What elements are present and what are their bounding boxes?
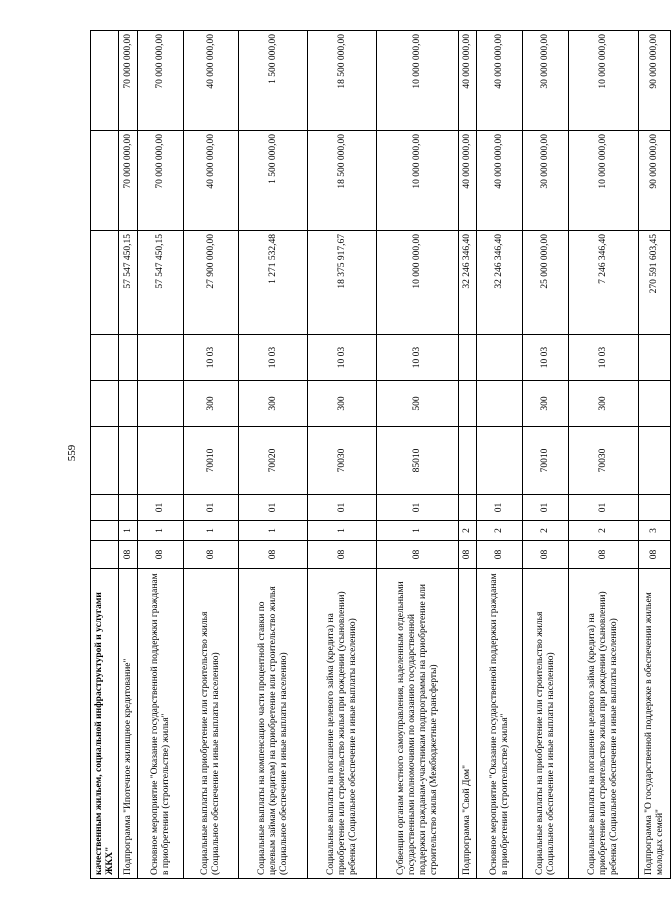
direction-code: [138, 427, 184, 495]
expense-type: [119, 381, 138, 427]
amount-year-1: 57 547 450,15: [138, 231, 184, 335]
event-code: 01: [569, 495, 639, 521]
row-name: Основное мероприятие "Оказание государственной поддержки гражданам в приобретении (строительстве) жилья": [477, 569, 523, 879]
amount-year-3: 10 000 000,00: [569, 31, 639, 131]
subprogram-code: 3: [639, 521, 671, 541]
expense-type: [639, 381, 671, 427]
row-name: Основное мероприятие "Оказание государственной поддержки гражданам в приобретении (строительстве) жилья": [138, 569, 184, 879]
subprogram-code: 1: [184, 521, 239, 541]
event-code: [91, 495, 119, 521]
section-code: [477, 335, 523, 381]
amount-year-3: 30 000 000,00: [523, 31, 569, 131]
amount-year-3: 70 000 000,00: [138, 31, 184, 131]
amount-year-1: 57 547 450,15: [119, 231, 138, 335]
amount-year-2: 70 000 000,00: [119, 131, 138, 231]
table-row: [569, 31, 639, 879]
row-name: Подпрограмма "Ипотечное жилищное кредитование": [119, 569, 138, 879]
amount-year-3: 90 000 000,00: [639, 31, 671, 131]
event-code: 01: [308, 495, 377, 521]
subprogram-code: 2: [459, 521, 477, 541]
table-row: [377, 31, 459, 879]
amount-year-1: 32 246 346,40: [477, 231, 523, 335]
row-name: Подпрограмма "Свой Дом": [459, 569, 477, 879]
event-code: 01: [138, 495, 184, 521]
row-name: Субвенции органам местного самоуправления, наделенным отдельными государственными полномочиями по оказанию государственной поддержки гражданам-участникам подпрограммы на приобретение или строительство жилья (Межбюджетные трансферты): [377, 569, 459, 879]
section-code: 10 03: [184, 335, 239, 381]
event-code: 01: [523, 495, 569, 521]
budget-table: [90, 30, 671, 879]
section-code: [459, 335, 477, 381]
expense-type: 300: [239, 381, 308, 427]
amount-year-1: 18 375 917,67: [308, 231, 377, 335]
table-row: [477, 31, 523, 879]
program-code: 08: [639, 541, 671, 569]
section-code: [91, 335, 119, 381]
program-code: 08: [138, 541, 184, 569]
amount-year-2: 10 000 000,00: [377, 131, 459, 231]
rotated-table-wrapper: [90, 31, 665, 879]
direction-code: [119, 427, 138, 495]
section-code: 10 03: [377, 335, 459, 381]
expense-type: [91, 381, 119, 427]
section-code: 10 03: [308, 335, 377, 381]
amount-year-1: 1 271 532,48: [239, 231, 308, 335]
table-row: [239, 31, 308, 879]
program-code: 08: [477, 541, 523, 569]
amount-year-1: 7 246 346,40: [569, 231, 639, 335]
direction-code: [91, 427, 119, 495]
amount-year-1: 27 900 000,00: [184, 231, 239, 335]
row-name: качественным жильем, социальной инфраструктурой и услугами ЖКХ": [91, 569, 119, 879]
row-name: Социальные выплаты на приобретение или строительство жилья (Социальное обеспечение и иные выплаты населению): [184, 569, 239, 879]
row-name: Социальные выплаты на приобретение или строительство жилья (Социальное обеспечение и иные выплаты населению): [523, 569, 569, 879]
direction-code: [459, 427, 477, 495]
subprogram-code: 1: [138, 521, 184, 541]
amount-year-3: 40 000 000,00: [477, 31, 523, 131]
amount-year-3: [91, 31, 119, 131]
table-row: [459, 31, 477, 879]
row-name: Социальные выплаты на погашение целевого займа (кредита) на приобретение или строительство жилья при рождении (усыновлении) ребенка (Социальное обеспечение и иные выплаты населению): [308, 569, 377, 879]
program-code: 08: [308, 541, 377, 569]
event-code: 01: [184, 495, 239, 521]
amount-year-1: 270 591 603,45: [639, 231, 671, 335]
program-code: 08: [569, 541, 639, 569]
amount-year-2: 10 000 000,00: [569, 131, 639, 231]
subprogram-code: 1: [308, 521, 377, 541]
subprogram-code: 2: [523, 521, 569, 541]
program-code: 08: [119, 541, 138, 569]
amount-year-2: 40 000 000,00: [184, 131, 239, 231]
table-row: [184, 31, 239, 879]
program-code: 08: [377, 541, 459, 569]
direction-code: [477, 427, 523, 495]
amount-year-2: 40 000 000,00: [459, 131, 477, 231]
event-code: [119, 495, 138, 521]
amount-year-3: 40 000 000,00: [459, 31, 477, 131]
subprogram-code: [91, 521, 119, 541]
program-code: 08: [523, 541, 569, 569]
program-code: 08: [184, 541, 239, 569]
amount-year-2: 40 000 000,00: [477, 131, 523, 231]
amount-year-1: [91, 231, 119, 335]
amount-year-1: 25 000 000,00: [523, 231, 569, 335]
expense-type: 300: [184, 381, 239, 427]
subprogram-code: 1: [377, 521, 459, 541]
amount-year-3: 18 500 000,00: [308, 31, 377, 131]
direction-code: 70030: [569, 427, 639, 495]
expense-type: [459, 381, 477, 427]
table-row: [639, 31, 671, 879]
direction-code: 70030: [308, 427, 377, 495]
expense-type: [477, 381, 523, 427]
section-code: 10 03: [239, 335, 308, 381]
expense-type: 300: [308, 381, 377, 427]
direction-code: 70010: [523, 427, 569, 495]
section-code: 10 03: [523, 335, 569, 381]
direction-code: 70010: [184, 427, 239, 495]
row-name: Социальные выплаты на компенсацию части процентной ставки по целевым займам (кредитам) на приобретение или строительство жилья (Социальное обеспечение и иные выплаты населению): [239, 569, 308, 879]
amount-year-2: 18 500 000,00: [308, 131, 377, 231]
amount-year-2: 30 000 000,00: [523, 131, 569, 231]
direction-code: 70020: [239, 427, 308, 495]
amount-year-2: 70 000 000,00: [138, 131, 184, 231]
table-row: [91, 31, 119, 879]
amount-year-3: 1 500 000,00: [239, 31, 308, 131]
event-code: 01: [377, 495, 459, 521]
expense-type: [138, 381, 184, 427]
page-number: 559: [66, 444, 78, 462]
event-code: [459, 495, 477, 521]
section-code: [119, 335, 138, 381]
amount-year-3: 10 000 000,00: [377, 31, 459, 131]
event-code: 01: [239, 495, 308, 521]
program-code: 08: [459, 541, 477, 569]
amount-year-3: 40 000 000,00: [184, 31, 239, 131]
direction-code: [639, 427, 671, 495]
expense-type: 500: [377, 381, 459, 427]
amount-year-3: 70 000 000,00: [119, 31, 138, 131]
amount-year-1: 10 000 000,00: [377, 231, 459, 335]
table-body: [91, 31, 671, 879]
table-row: [138, 31, 184, 879]
table-stage: [90, 31, 665, 879]
subprogram-code: 2: [569, 521, 639, 541]
subprogram-code: 1: [239, 521, 308, 541]
amount-year-2: [91, 131, 119, 231]
amount-year-2: 90 000 000,00: [639, 131, 671, 231]
subprogram-code: 1: [119, 521, 138, 541]
section-code: [639, 335, 671, 381]
table-row: [523, 31, 569, 879]
section-code: [138, 335, 184, 381]
amount-year-1: 32 246 346,40: [459, 231, 477, 335]
expense-type: 300: [523, 381, 569, 427]
program-code: [91, 541, 119, 569]
direction-code: 85010: [377, 427, 459, 495]
expense-type: 300: [569, 381, 639, 427]
row-name: Социальные выплаты на погашение целевого займа (кредита) на приобретение или строительство жилья при рождении (усыновлении) ребенка (Социальное обеспечение и иные выплаты населению): [569, 569, 639, 879]
section-code: 10 03: [569, 335, 639, 381]
event-code: 01: [477, 495, 523, 521]
amount-year-2: 1 500 000,00: [239, 131, 308, 231]
table-row: [308, 31, 377, 879]
table-row: [119, 31, 138, 879]
row-name: Подпрограмма "О государственной поддержке в обеспечении жильем молодых семей": [639, 569, 671, 879]
program-code: 08: [239, 541, 308, 569]
subprogram-code: 2: [477, 521, 523, 541]
event-code: [639, 495, 671, 521]
